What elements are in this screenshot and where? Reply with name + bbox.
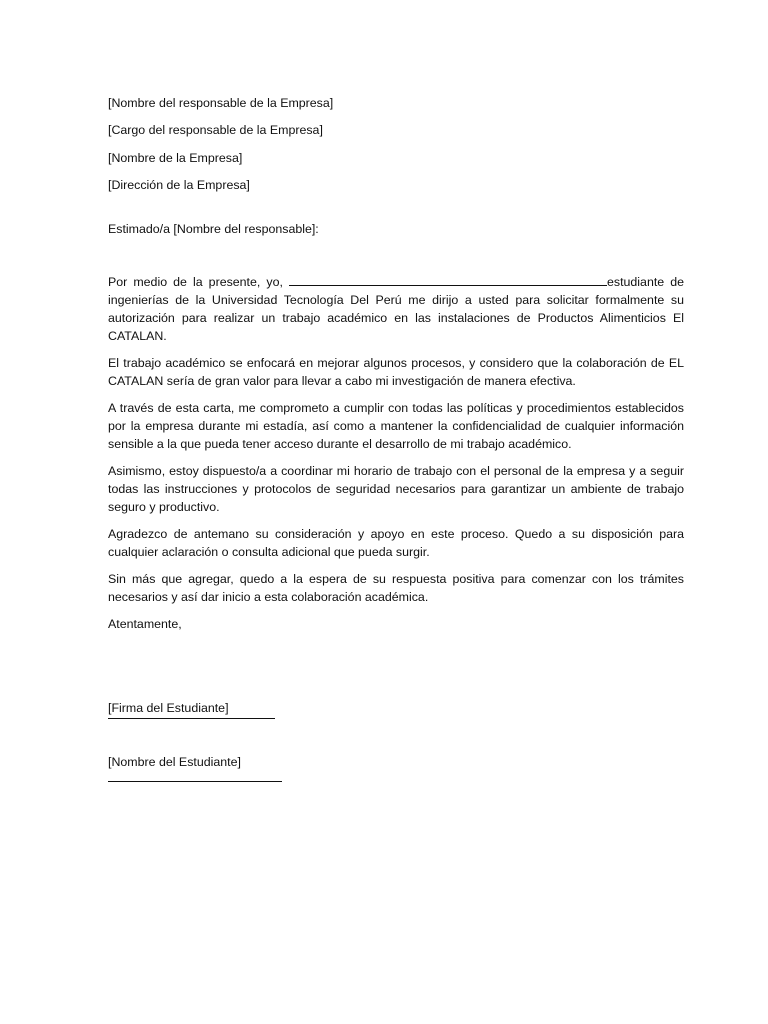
intro-prefix: Por medio de la presente, yo,: [108, 275, 283, 290]
name-underline: [108, 781, 282, 782]
salutation: Estimado/a [Nombre del responsable]:: [108, 221, 319, 236]
company-address: [Dirección de la Empresa]: [108, 177, 250, 192]
recipient-address-block: [108, 95, 684, 195]
recipient-name: [Nombre del responsable de la Empresa]: [108, 96, 334, 110]
company-name: [Nombre de la Empresa]: [108, 150, 243, 165]
student-name-blank: [289, 273, 607, 286]
closing: Atentamente,: [108, 617, 182, 632]
body-paragraph: El trabajo académico se enfocará en mejorar algunos procesos, y considero que la colaboración de EL CATALAN sería de gran valor para llevar a cabo mi investigación de manera efectiva.: [108, 356, 684, 388]
letter-body: [108, 95, 684, 634]
body-paragraph: Sin más que agregar, quedo a la espera de su respuesta positiva para comenzar con los trámites necesarios y así dar inicio a esta colaboración académica.: [108, 572, 684, 604]
student-name-label: [Nombre del Estudiante]: [108, 755, 241, 769]
signature-label: [Firma del Estudiante]: [108, 700, 275, 719]
body-paragraph: A través de esta carta, me comprometo a cumplir con todas las políticas y procedimientos establecidos por la empresa durante mi estadía, así como a mantener la confidencialidad de cualquier información sensible a la que pueda tener acceso durante el desarrollo de mi trabajo académico.: [108, 401, 684, 451]
body-paragraph: Agradezco de antemano su consideración y apoyo en este proceso. Quedo a su disposición para cualquier aclaración o consulta adicional que pueda surgir.: [108, 527, 684, 559]
body-paragraph: Asimismo, estoy dispuesto/a a coordinar mi horario de trabajo con el personal de la empresa y a seguir todas las instrucciones y protocolos de seguridad necesarios para garantizar un ambiente de trabajo seguro y productivo.: [108, 464, 684, 514]
signature-block: [108, 700, 408, 769]
intro-suffix: estudiante de ingenierías de la Universidad Tecnología Del Perú me dirijo a usted para solicitar formalmente su autorización para realizar un trabajo académico en las instalaciones de Productos Alimenticios El CATALAN.: [108, 275, 685, 343]
intro-paragraph: [108, 273, 684, 345]
recipient-position: [Cargo del responsable de la Empresa]: [108, 123, 323, 138]
